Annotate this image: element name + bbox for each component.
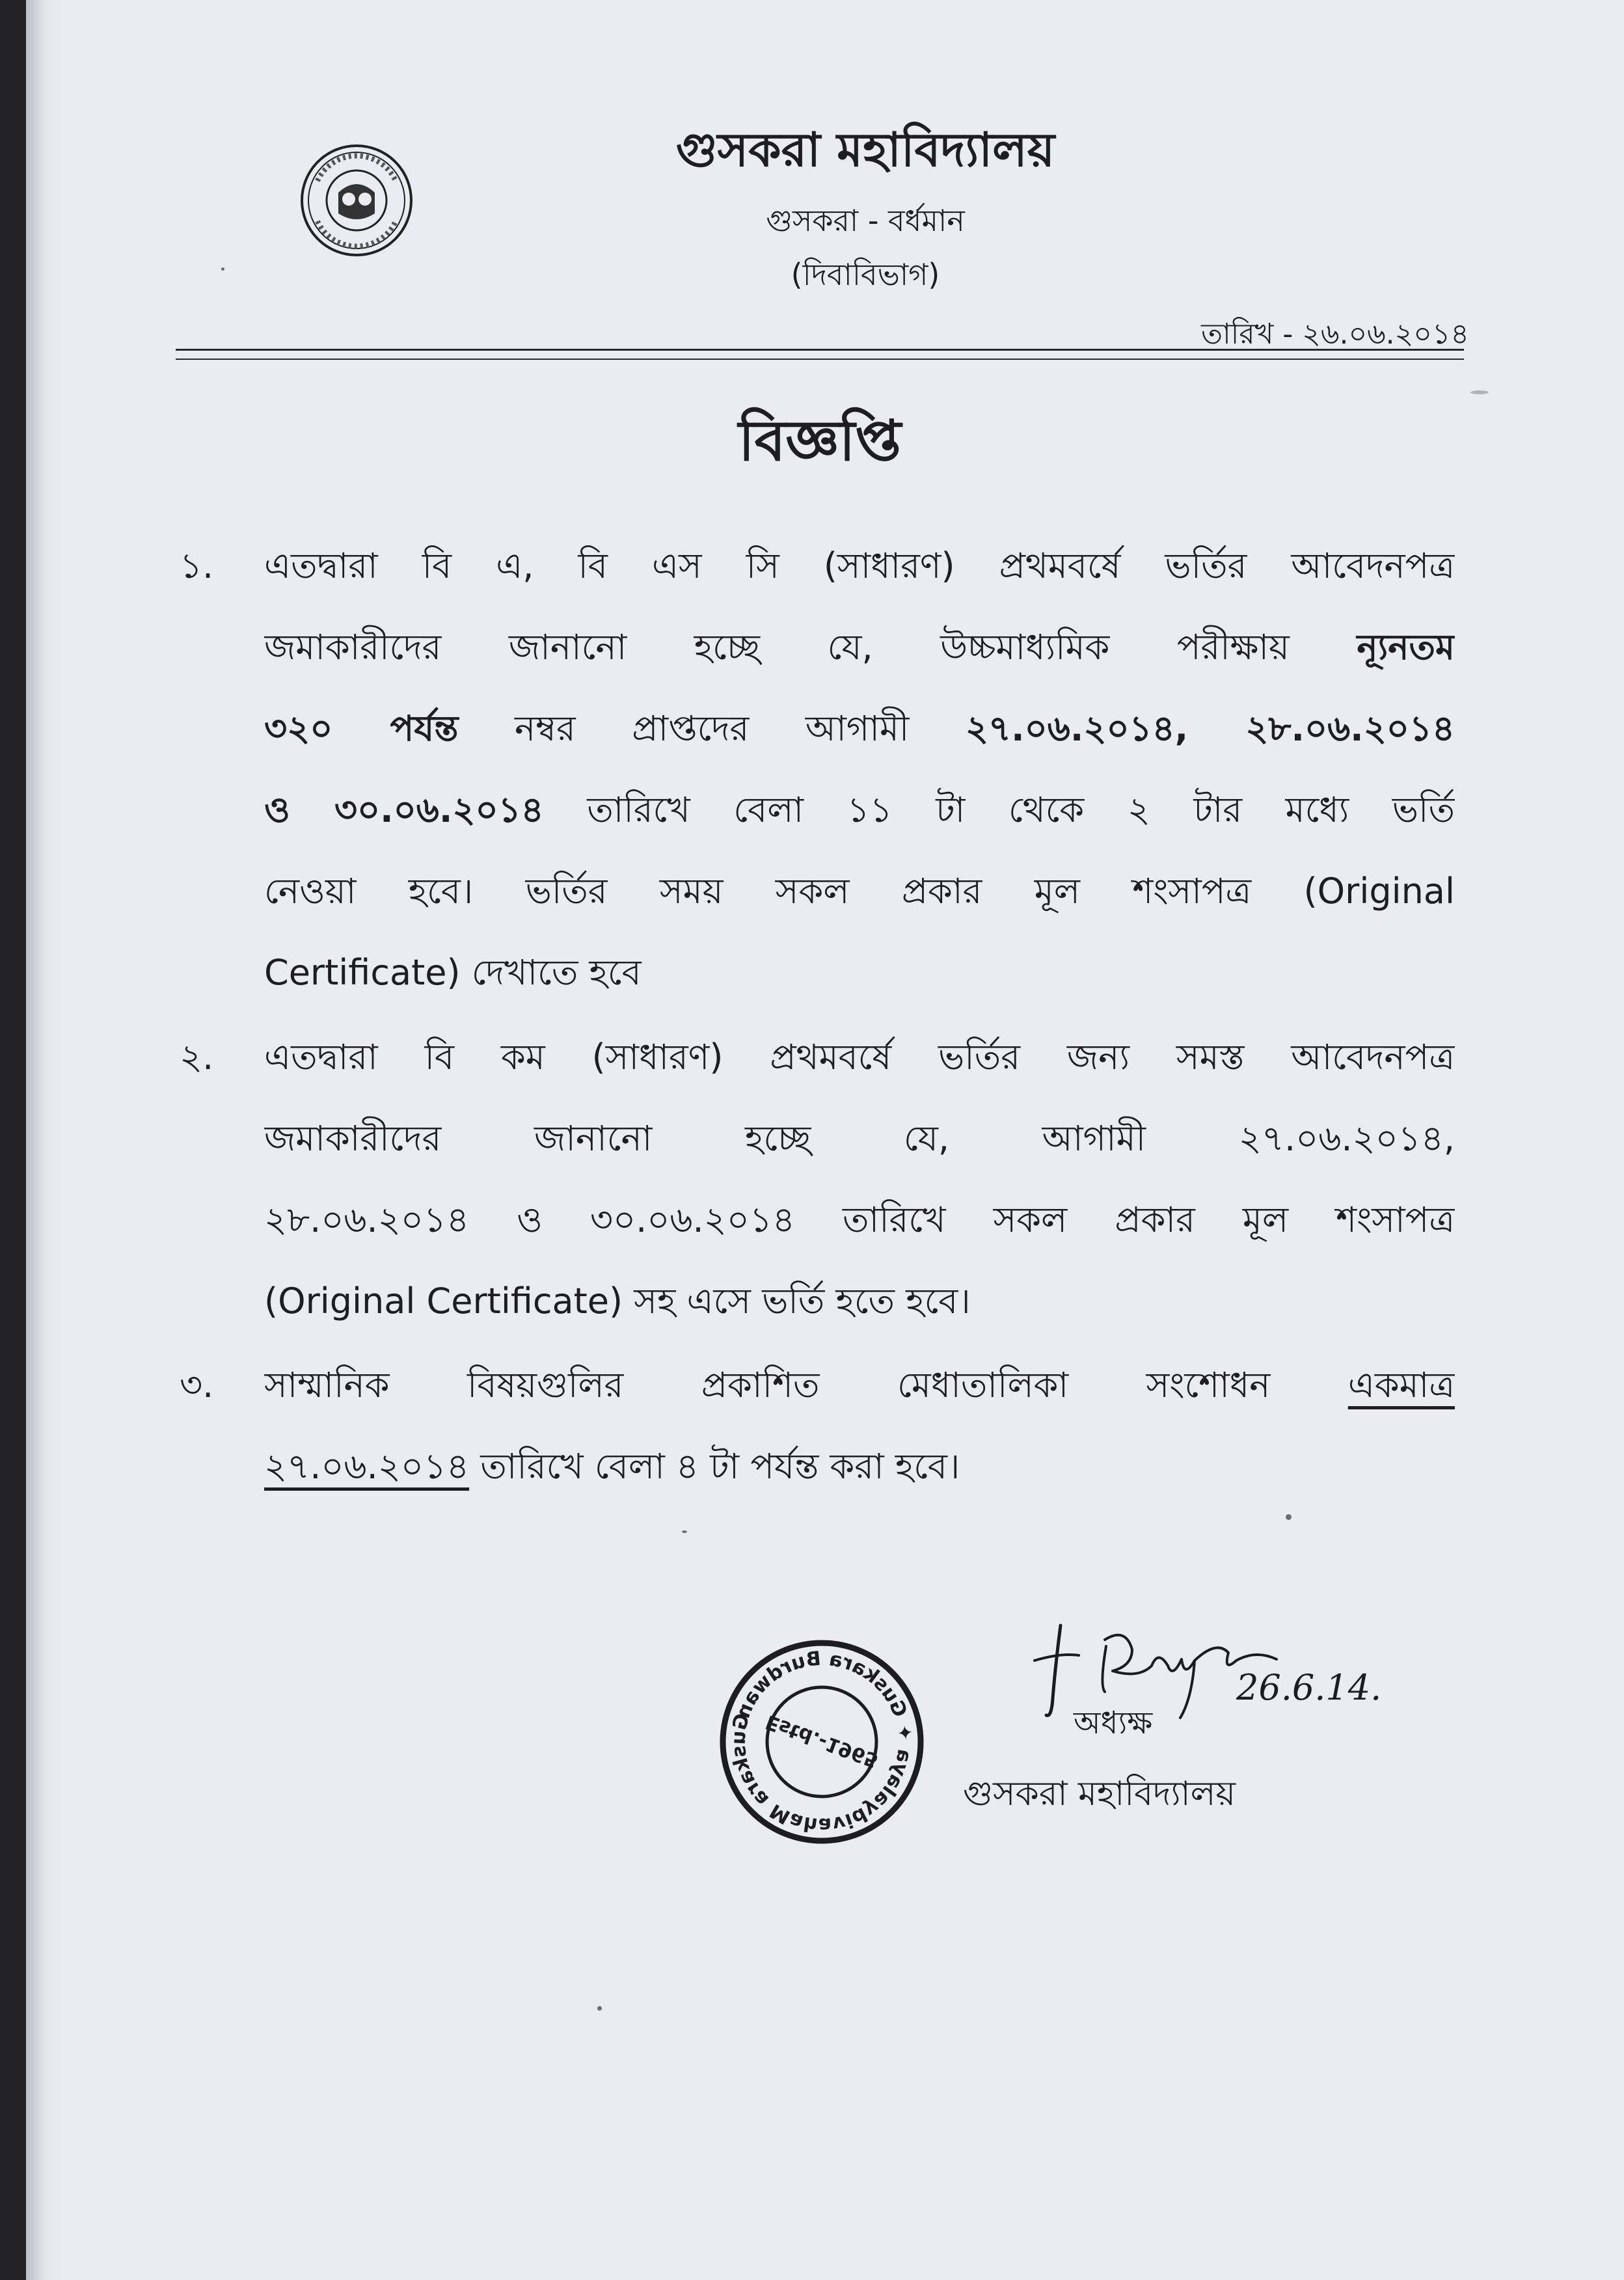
emphasis-deadline: ২৭.০৬.২০১৪ [264, 1446, 470, 1487]
scan-speck [682, 1530, 687, 1533]
scan-speck [221, 267, 224, 271]
notice-line: ৩২০ পর্যন্ত নম্বর প্রাপ্তদের আগামী ২৭.০৬.২০১৪, ২৮.০৬.২০১৪ [264, 708, 1455, 749]
notice-line: Certificate) দেখাতে হবে [264, 952, 642, 993]
college-place: গুসকরা - বর্ধমান [766, 203, 965, 238]
emphasis-marks: ৩২০ পর্যন্ত [264, 708, 459, 749]
notice-line: ২৮.০৬.২০১৪ ও ৩০.০৬.২০১৪ তারিখে সকল প্রকার মূল শংসাপত্র [264, 1199, 1455, 1240]
notice-line: এতদ্বারা বি এ, বি এস সি (সাধারণ) প্রথমবর্ষে ভর্তির আবেদনপত্র [264, 545, 1455, 586]
college-shift: (দিবাবিভাগ) [791, 257, 940, 292]
scan-speck [1470, 390, 1489, 394]
signature-date: 26.6.14. [1236, 1667, 1382, 1708]
emphasis-dates: ২৭.০৬.২০১৪, ২৮.০৬.২০১৪ [965, 708, 1455, 749]
emphasis-only: একমাত্র [1347, 1364, 1455, 1405]
notice-line: (Original Certificate) সহ এসে ভর্তি হতে হবে। [264, 1281, 971, 1322]
notice-line: জমাকারীদের জানানো হচ্ছে যে, আগামী ২৭.০৬.২০১৪, [264, 1118, 1455, 1159]
notice-number: ৩. [180, 1364, 214, 1405]
notice-line: ২৭.০৬.২০১৪ তারিখে বেলা ৪ টা পর্যন্ত করা হবে। [264, 1446, 960, 1487]
notice-line: জমাকারীদের জানানো হচ্ছে যে, উচ্চমাধ্যমিক পরীক্ষায় ন্যূনতম [264, 627, 1455, 668]
notice-line: নেওয়া হবে। ভর্তির সময় সকল প্রকার মূল শংসাপত্র (Original [264, 871, 1455, 912]
notice-number: ২. [180, 1037, 214, 1078]
notice-page [26, 0, 1624, 2280]
college-logo-icon [298, 142, 415, 259]
header-rule-top [176, 349, 1464, 351]
college-name: গুসকরা মহাবিদ্যালয় [675, 122, 1055, 177]
svg-text:Estd.-1965: Estd.-1965 [763, 1710, 882, 1772]
notice-line: সাম্মানিক বিষয়গুলির প্রকাশিত মেধাতালিকা সংশোধন একমাত্র [264, 1364, 1455, 1405]
emphasis-date-3: ও ৩০.০৬.২০১৪ [264, 789, 544, 830]
scan-speck [597, 2006, 602, 2011]
signature-college-name: গুসকরা মহাবিদ্যালয় [963, 1774, 1236, 1813]
notice-heading: বিজ্ঞপ্তি [738, 409, 902, 474]
college-seal-icon [714, 1635, 929, 1849]
notice-line: ও ৩০.০৬.২০১৪ তারিখে বেলা ১১ টা থেকে ২ টার মধ্যে ভর্তি [264, 789, 1455, 830]
emphasis-minimum: ন্যূনতম [1357, 627, 1455, 668]
notice-number: ১. [180, 545, 214, 586]
scan-speck [1286, 1514, 1292, 1520]
principal-title: অধ্যক্ষ [1074, 1705, 1153, 1741]
notice-date: তারিখ - ২৬.০৬.২০১৪ [1200, 318, 1469, 351]
scan-edge-shadow [26, 0, 46, 2280]
header-rule-bottom [176, 359, 1464, 360]
svg-text:Guskara Mahavidyalaya ✦ Guskar: Guskara Mahavidyalaya ✦ Guskara Burdwan [727, 1647, 917, 1837]
notice-line: এতদ্বারা বি কম (সাধারণ) প্রথমবর্ষে ভর্তির জন্য সমস্ত আবেদনপত্র [264, 1037, 1455, 1078]
